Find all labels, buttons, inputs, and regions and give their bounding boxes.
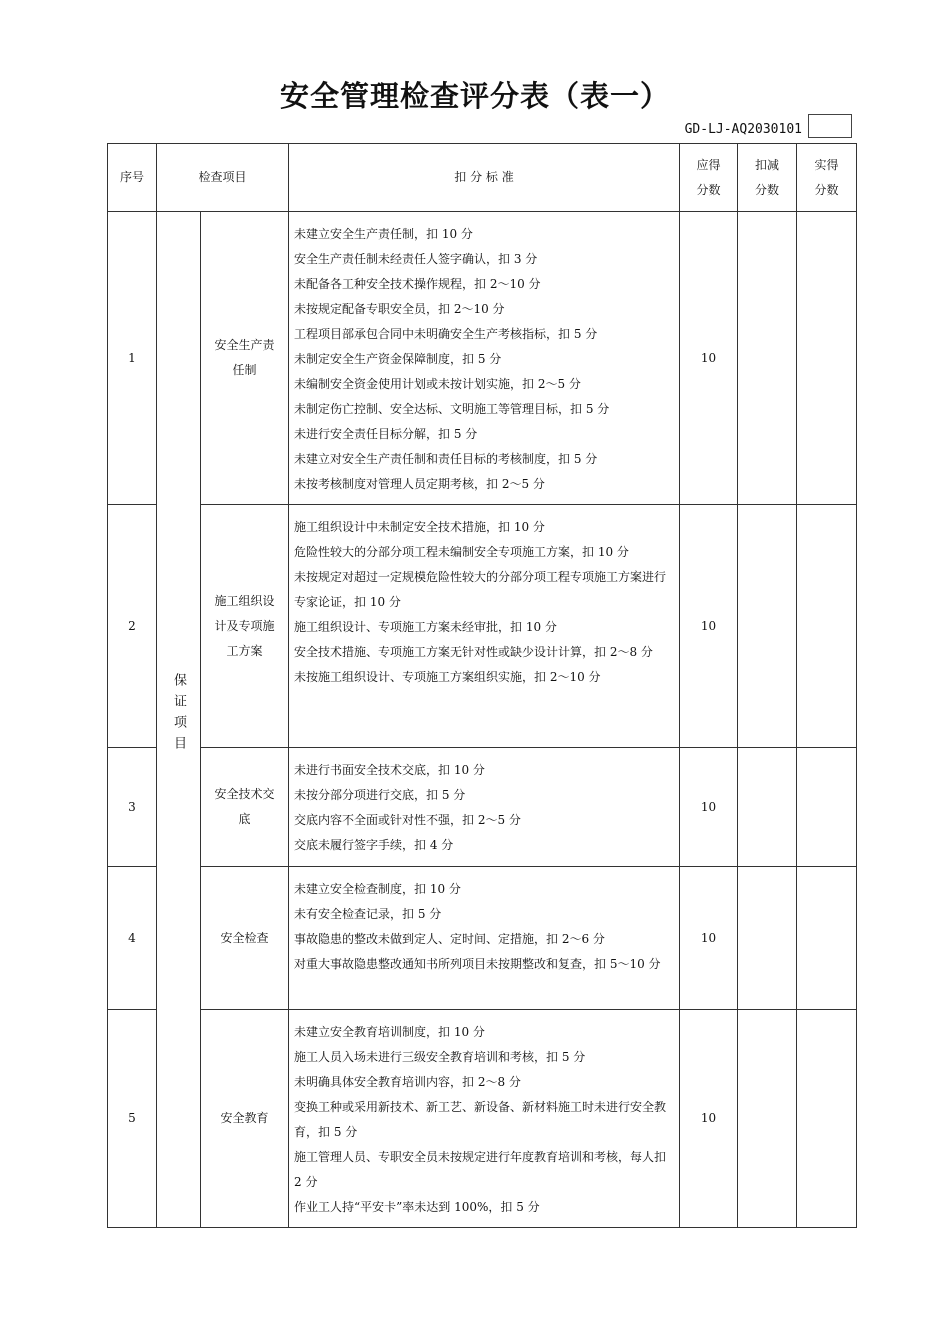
row-actual-score-input[interactable] bbox=[797, 1010, 857, 1228]
group-label: 保证项目 bbox=[171, 673, 186, 757]
table-row bbox=[108, 748, 857, 867]
header-standard: 扣 分 标 准 bbox=[289, 144, 680, 212]
row-actual-score-input[interactable] bbox=[797, 505, 857, 748]
row-deduct-score-input[interactable] bbox=[738, 505, 797, 748]
row-item: 安全生产责任制 bbox=[201, 212, 289, 505]
row-seq: 2 bbox=[108, 505, 157, 748]
header-check-item: 检查项目 bbox=[157, 144, 289, 212]
row-seq: 5 bbox=[108, 1010, 157, 1228]
row-deduct-score-input[interactable] bbox=[738, 212, 797, 505]
row-deduct-score-input[interactable] bbox=[738, 1010, 797, 1228]
row-deduct-score-input[interactable] bbox=[738, 748, 797, 867]
page-title: 安全管理检查评分表（表一） bbox=[279, 79, 670, 113]
table-row bbox=[108, 1010, 857, 1228]
row-seq: 3 bbox=[108, 748, 157, 867]
row-should-score: 10 bbox=[680, 748, 738, 867]
row-criteria: 未建立安全生产责任制，扣 10 分 安全生产责任制未经责任人签字确认，扣 3 分 未配备各工种安全技术操作规程，扣 2～10 分 未按规定配备专职安全员，扣 2～10 分 工程项目部承包合同中未明确安全生产考核指标，扣 5 分 未制定安全生产资金保障制度，扣 5 分 未编制安全资金使用计划或未按计划实施，扣 2～5 分 未制定伤亡控制、安全达标、文明施工等管理目标，扣 5 分 未进行安全责任目标分解，扣 5 分 未建立对安全生产责任制和责任目标的考核制度，扣 5 分 未按考核制度对管理人员定期考核，扣 2～5 分 bbox=[289, 212, 680, 505]
row-criteria: 未进行书面安全技术交底，扣 10 分 未按分部分项进行交底，扣 5 分 交底内容不全面或针对性不强，扣 2～5 分 交底未履行签字手续，扣 4 分 bbox=[289, 748, 680, 867]
row-seq: 4 bbox=[108, 867, 157, 1010]
row-criteria: 未建立安全教育培训制度，扣 10 分 施工人员入场未进行三级安全教育培训和考核，扣 5 分 未明确具体安全教育培训内容，扣 2～8 分 变换工种或采用新技术、新工艺、新设备、新材料施工时未进行安全教育，扣 5 分 施工管理人员、专职安全员未按规定进行年度教育培训和考核，每人扣 2 分 作业工人持“平安卡”率未达到 100%，扣 5 分 bbox=[289, 1010, 680, 1228]
header-row bbox=[108, 144, 857, 212]
header-should-score: 应得 分数 bbox=[680, 144, 738, 212]
row-item: 施工组织设计及专项施工方案 bbox=[201, 505, 289, 748]
code-input-box[interactable] bbox=[808, 114, 852, 138]
row-actual-score-input[interactable] bbox=[797, 212, 857, 505]
row-item: 安全检查 bbox=[201, 867, 289, 1010]
table-row bbox=[108, 505, 857, 748]
score-table bbox=[107, 143, 857, 1228]
document-code: GD-LJ-AQ2030101 bbox=[684, 122, 802, 137]
row-should-score: 10 bbox=[680, 867, 738, 1010]
table-row bbox=[108, 867, 857, 1010]
table-row bbox=[108, 212, 857, 505]
row-deduct-score-input[interactable] bbox=[738, 867, 797, 1010]
header-deduct-score: 扣减 分数 bbox=[738, 144, 797, 212]
header-actual-score: 实得 分数 bbox=[797, 144, 857, 212]
row-criteria: 施工组织设计中未制定安全技术措施，扣 10 分 危险性较大的分部分项工程未编制安全专项施工方案，扣 10 分 未按规定对超过一定规模危险性较大的分部分项工程专项施工方案进行专家论证，扣 10 分 施工组织设计、专项施工方案未经审批，扣 10 分 安全技术措施、专项施工方案无针对性或缺少设计计算，扣 2～8 分 未按施工组织设计、专项施工方案组织实施，扣 2～10 分 bbox=[289, 505, 680, 748]
row-seq: 1 bbox=[108, 212, 157, 505]
row-actual-score-input[interactable] bbox=[797, 748, 857, 867]
group-cell bbox=[157, 212, 201, 1228]
header-seq: 序号 bbox=[108, 144, 157, 212]
row-actual-score-input[interactable] bbox=[797, 867, 857, 1010]
row-criteria: 未建立安全检查制度，扣 10 分 未有安全检查记录，扣 5 分 事故隐患的整改未做到定人、定时间、定措施，扣 2～6 分 对重大事故隐患整改通知书所列项目未按期整改和复查，扣 5～10 分 bbox=[289, 867, 680, 1010]
row-should-score: 10 bbox=[680, 505, 738, 748]
row-should-score: 10 bbox=[680, 1010, 738, 1228]
row-should-score: 10 bbox=[680, 212, 738, 505]
row-item: 安全技术交底 bbox=[201, 748, 289, 867]
row-item: 安全教育 bbox=[201, 1010, 289, 1228]
